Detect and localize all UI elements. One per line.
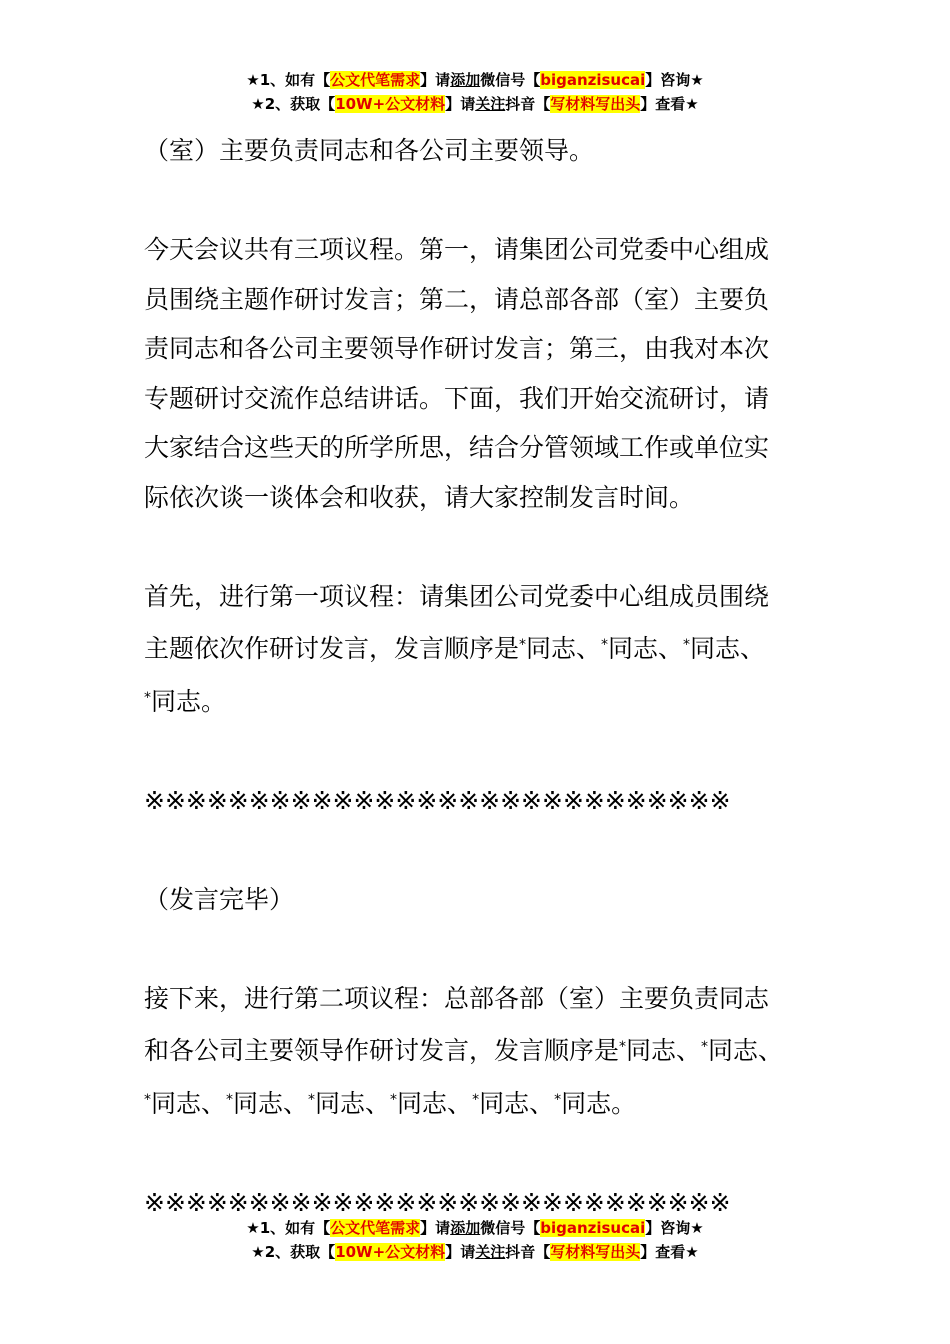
- footer-banner: [0, 1216, 950, 1264]
- highlight-douyin-account: 写材料写出头: [550, 1243, 641, 1261]
- paragraph-agenda: 今天会议共有三项议程。第一，请集团公司党委中心组成 员围绕主题作研讨发言；第二，请总部各部（室）主要负 责同志和各公司主要领导作研讨发言；第三，由我对本次 专题研讨交流作总结讲话。下面，我们开始交流研讨，请 大家结合这些天的所学所思，结合分管领域工作或单位实 际依次谈一谈体会和收获，请大家控制发言时间。: [144, 235, 770, 512]
- highlight-materials: 10W+公文材料: [335, 95, 446, 113]
- highlight-service: 公文代笔需求: [330, 1219, 421, 1237]
- header-banner: [0, 68, 950, 116]
- highlight-douyin-account: 写材料写出头: [550, 95, 641, 113]
- paragraph-speech-finished: （发言完毕）: [144, 884, 295, 914]
- highlight-service: 公文代笔需求: [330, 71, 421, 89]
- separator-1: ※※※※※※※※※※※※※※※※※※※※※※※※※※※※: [144, 785, 731, 815]
- highlight-wechat-id: biganzisucai: [540, 71, 646, 89]
- highlight-materials: 10W+公文材料: [335, 1243, 446, 1261]
- paragraph-second-item: 接下来，进行第二项议程：总部各部（室）主要负责同志 和各公司主要领导作研讨发言，发言顺序是*同志、*同志、 *同志、*同志、*同志、*同志、*同志、*同志。: [144, 983, 784, 1118]
- paragraph-first-item: 首先，进行第一项议程：请集团公司党委中心组成员围绕 主题依次作研讨发言，发言顺序是*同志、*同志、*同志、 *同志。: [144, 581, 770, 716]
- highlight-wechat-id: biganzisucai: [540, 1219, 646, 1237]
- banner-line-2: ★2、获取【10W+公文材料】请关注抖音【写材料写出头】查看★: [251, 1243, 699, 1261]
- banner-line-2: ★2、获取【10W+公文材料】请关注抖音【写材料写出头】查看★: [251, 95, 699, 113]
- paragraph-1: （室）主要负责同志和各公司主要领导。: [144, 136, 595, 165]
- document-body: [144, 126, 824, 1227]
- banner-line-1: ★1、如有【公文代笔需求】请添加微信号【biganzisucai】咨询★: [246, 71, 704, 89]
- banner-line-1: ★1、如有【公文代笔需求】请添加微信号【biganzisucai】咨询★: [246, 1219, 704, 1237]
- separator-2: ※※※※※※※※※※※※※※※※※※※※※※※※※※※※: [144, 1187, 731, 1217]
